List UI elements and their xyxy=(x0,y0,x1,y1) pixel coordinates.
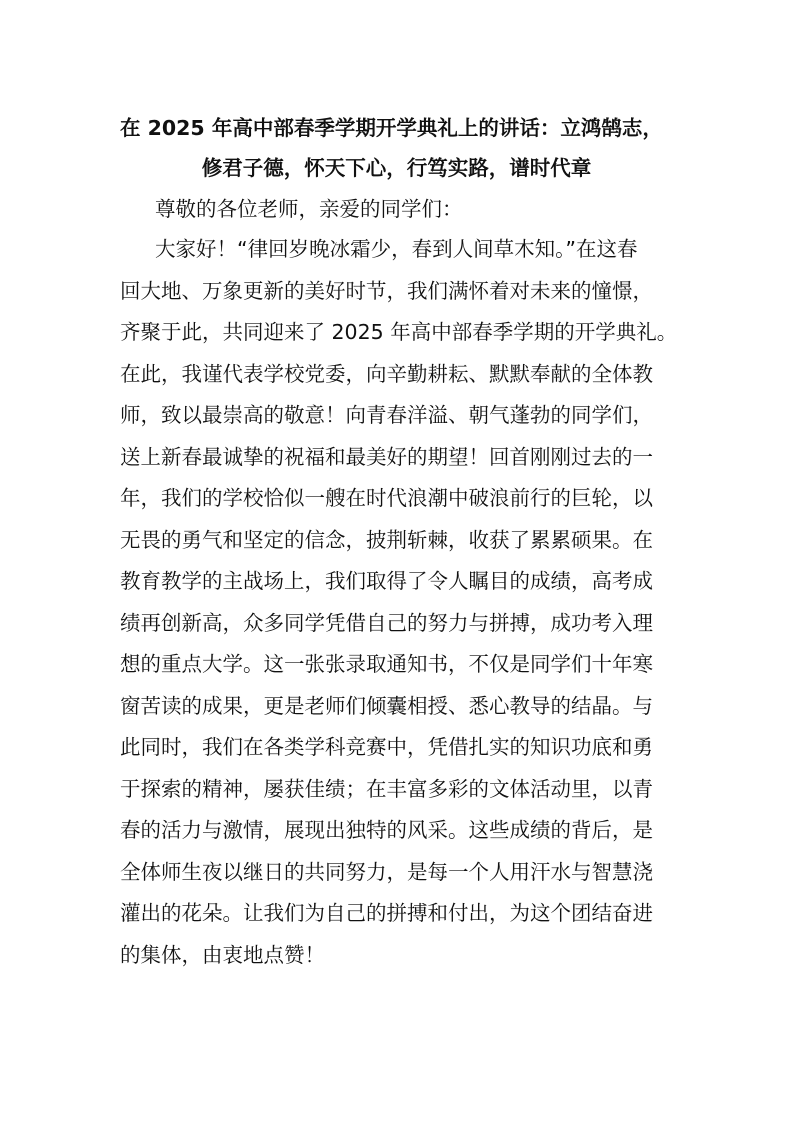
body-line: 回大地、万象更新的美好时节，我们满怀着对未来的憧憬， xyxy=(120,278,653,303)
body-line: 全体师生夜以继日的共同努力，是每一个人用汗水与智慧浇 xyxy=(120,859,653,884)
body-line: 齐聚于此，共同迎来了 2025 年高中部春季学期的开学典礼。 xyxy=(120,320,678,344)
body-line: 师，致以最崇高的敬意！向青春洋溢、朝气蓬勃的同学们， xyxy=(120,403,653,427)
body-line: 此同时，我们在各类学科竞赛中，凭借扎实的知识功底和勇 xyxy=(120,735,653,759)
body-line: 春的活力与激情，展现出独特的风采。这些成绩的背后，是 xyxy=(120,818,653,842)
body-line: 无畏的勇气和坚定的信念，披荆斩棘，收获了累累硕果。在 xyxy=(120,527,653,552)
title-line-2: 修君子德，怀天下心，行笃实路，谱时代章 xyxy=(201,156,592,180)
body-line: 窗苦读的成果，更是老师们倾囊相授、悉心教导的结晶。与 xyxy=(120,693,653,718)
body-line: 教育教学的主战场上，我们取得了令人瞩目的成绩，高考成 xyxy=(120,569,653,593)
body-line: 的集体，由衷地点赞！ xyxy=(120,942,325,967)
body-line: 大家好！“律回岁晚冰霜少，春到人间草木知。”在这春 xyxy=(155,237,638,261)
body-line: 绩再创新高，众多同学凭借自己的努力与拼搏，成功考入理 xyxy=(120,610,653,635)
body-line: 灌出的花朵。让我们为自己的拼搏和付出，为这个团结奋进 xyxy=(120,901,653,925)
body-line: 年，我们的学校恰似一艘在时代浪潮中破浪前行的巨轮，以 xyxy=(120,486,653,510)
body-line: 想的重点大学。这一张张录取通知书，不仅是同学们十年寒 xyxy=(120,652,653,676)
greeting: 尊敬的各位老师，亲爱的同学们： xyxy=(155,197,463,221)
title-line-1: 在 2025 年高中部春季学期开学典礼上的讲话：立鸿鹄志， xyxy=(120,116,663,140)
body-line: 于探索的精神，屡获佳绩；在丰富多彩的文体活动里，以青 xyxy=(120,776,653,801)
body-line: 在此，我谨代表学校党委，向辛勤耕耘、默默奉献的全体教 xyxy=(120,361,653,386)
body-paragraph xyxy=(120,229,677,976)
body-line: 送上新春最诚挚的祝福和最美好的期望！回首刚刚过去的一 xyxy=(120,444,653,469)
